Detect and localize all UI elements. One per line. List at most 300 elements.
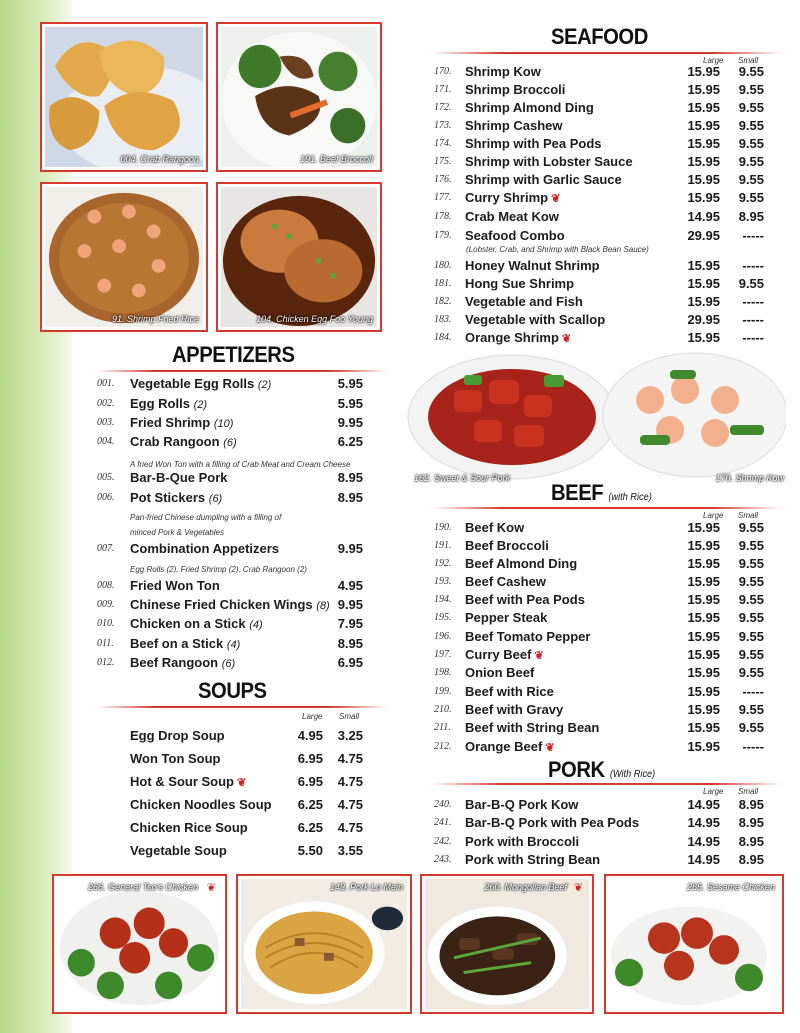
price-large: 15.95 [687, 294, 720, 309]
item-name [465, 64, 541, 79]
price-large: 15.95 [687, 136, 720, 151]
soups-large-label: Large [302, 712, 323, 721]
appetizer-menu-row [97, 597, 363, 615]
price-small: 8.95 [738, 815, 764, 830]
photo-caption: 170. Shrimp Kow [715, 473, 784, 483]
pork-subtitle: (With Rice) [609, 769, 656, 780]
item-number: 178. [434, 211, 452, 222]
item-price: 5.95 [337, 376, 363, 391]
item-name [130, 490, 222, 505]
price-small: 9.55 [738, 190, 764, 205]
item-number: 005. [97, 472, 115, 483]
item-name-text: Combination Appetizers [130, 541, 280, 556]
item-name [130, 820, 248, 835]
appetizers-divider [96, 370, 388, 372]
beef-menu-row [434, 610, 764, 628]
photo-caption [88, 882, 198, 892]
pot-stickers-note-2: minced Pork & Vegetables [130, 528, 224, 537]
seafood-heading: SEAFOOD [551, 24, 648, 49]
price-small: 8.95 [738, 852, 764, 867]
item-name-text: Bar-B-Que Pork [130, 470, 228, 485]
price-large: 15.95 [687, 739, 720, 754]
item-name-text: Shrimp with Lobster Sauce [465, 154, 633, 169]
price-large: 6.95 [297, 774, 323, 789]
appetizer-menu-row [97, 616, 363, 634]
item-name [130, 797, 272, 812]
item-name [465, 118, 563, 133]
price-small: 9.55 [738, 702, 764, 717]
item-name-text: Seafood Combo [465, 228, 565, 243]
item-name-text: Pepper Steak [465, 610, 548, 625]
item-number: 243. [434, 854, 452, 865]
price-large: 5.50 [297, 843, 323, 858]
price-small: 4.75 [337, 820, 363, 835]
pork-title: PORK [548, 757, 605, 782]
item-quantity: (2) [257, 379, 272, 391]
item-name [465, 276, 574, 291]
item-name [465, 610, 547, 625]
item-name [465, 82, 565, 97]
beef-menu-row [434, 574, 764, 592]
price-small: 9.55 [738, 64, 764, 79]
beef-small-label: Small [738, 511, 759, 520]
soup-menu-row [130, 797, 363, 815]
soups-small-label: Small [339, 712, 360, 721]
price-large: 15.95 [687, 556, 720, 571]
price-small: 4.75 [337, 751, 363, 766]
price-small: 9.55 [738, 172, 764, 187]
price-small: 9.55 [738, 154, 764, 169]
item-name [465, 330, 571, 345]
price-small: 9.55 [738, 647, 764, 662]
item-name [130, 541, 279, 556]
appetizer-menu-row [97, 490, 363, 508]
photo-sweet-sour-pork [404, 345, 624, 485]
seafood-menu-row [434, 190, 764, 208]
photo-caption-text: 266. General Tso's Chicken [88, 882, 198, 892]
item-name-text: Vegetable Egg Rolls [130, 376, 255, 391]
item-name-text: Beef Tomato Pepper [465, 629, 591, 644]
chili-pepper-icon: ❦ [206, 882, 216, 894]
item-name-text: Beef on a Stick [130, 636, 224, 651]
price-large: 15.95 [687, 610, 720, 625]
item-number: 197. [434, 649, 452, 660]
item-name-text: Honey Walnut Shrimp [465, 258, 600, 273]
price-small: 9.55 [738, 592, 764, 607]
price-small: 9.55 [738, 665, 764, 680]
appetizer-menu-row [97, 396, 363, 414]
price-small: 3.55 [337, 843, 363, 858]
price-small: ----- [742, 739, 764, 754]
appetizers-heading: APPETIZERS [172, 342, 295, 367]
item-number: 242. [434, 836, 452, 847]
price-large: 15.95 [687, 276, 720, 291]
item-name-text: Bar-B-Q Pork with Pea Pods [465, 815, 640, 830]
price-large: 14.95 [687, 852, 720, 867]
price-large: 4.95 [297, 728, 323, 743]
item-name-text: Beef Cashew [465, 574, 546, 589]
item-name-text: Hong Sue Shrimp [465, 276, 575, 291]
soup-menu-row [130, 774, 363, 792]
price-small: 9.55 [738, 118, 764, 133]
price-small: 8.95 [738, 797, 764, 812]
price-small: ----- [742, 294, 764, 309]
item-number: 212. [434, 741, 452, 752]
item-name-text: Curry Beef [465, 647, 532, 662]
item-name [465, 154, 633, 169]
item-name [465, 172, 622, 187]
price-small: 9.55 [738, 720, 764, 735]
item-number: 180. [434, 260, 452, 271]
chili-pepper-icon: ❦ [573, 882, 583, 894]
price-large: 15.95 [687, 100, 720, 115]
item-number: 176. [434, 174, 452, 185]
soup-menu-row [130, 728, 363, 746]
item-name-text: Chicken Noodles Soup [130, 797, 272, 812]
beef-subtitle: (with Rice) [608, 492, 652, 503]
item-number: 008. [97, 580, 115, 591]
item-number: 241. [434, 817, 452, 828]
item-name [130, 843, 227, 858]
item-name [465, 834, 579, 849]
photo-chicken-egg-foo-young [216, 182, 382, 332]
price-small: ----- [742, 312, 764, 327]
item-name [465, 684, 554, 699]
appetizer-menu-row [97, 655, 363, 673]
item-name-text: Pot Stickers [130, 490, 206, 505]
pork-heading [548, 757, 655, 783]
pot-stickers-note-1: Pan-fried Chinese dumpling with a filling of [130, 513, 282, 522]
item-number: 182. [434, 296, 452, 307]
item-name [130, 597, 330, 612]
price-large: 15.95 [687, 154, 720, 169]
item-name [465, 592, 585, 607]
price-small: 9.55 [738, 538, 764, 553]
beef-menu-row [434, 520, 764, 538]
soups-heading: SOUPS [198, 678, 267, 703]
beef-large-label: Large [703, 511, 724, 520]
item-name-text: Chicken Rice Soup [130, 820, 248, 835]
item-name [465, 852, 600, 867]
item-price: 6.95 [337, 655, 363, 670]
price-large: 15.95 [687, 592, 720, 607]
photo-pork-lo-mein [236, 874, 412, 1014]
item-name-text: Crab Rangoon [130, 434, 220, 449]
item-name-text: Vegetable and Fish [465, 294, 583, 309]
beef-divider [432, 507, 782, 509]
seafood-menu-row [434, 82, 764, 100]
photo-caption: 143. Pork Lo Mein [329, 882, 403, 892]
price-small: ----- [742, 228, 764, 243]
item-name [465, 100, 594, 115]
item-name-text: Shrimp Almond Ding [465, 100, 594, 115]
item-name-text: Pork with String Bean [465, 852, 601, 867]
item-name-text: Bar-B-Q Pork Kow [465, 797, 579, 812]
item-name-text: Crab Meat Kow [465, 209, 559, 224]
beef-menu-row [434, 702, 764, 720]
price-small: 9.55 [738, 610, 764, 625]
item-name [130, 434, 237, 449]
price-large: 15.95 [687, 190, 720, 205]
price-large: 14.95 [687, 815, 720, 830]
price-small: 4.75 [337, 774, 363, 789]
item-number: 004. [97, 436, 115, 447]
beef-menu-row [434, 629, 764, 647]
pork-menu-row [434, 852, 764, 870]
item-name-text: Orange Beef [465, 739, 543, 754]
item-quantity: (6) [221, 658, 236, 670]
chili-pepper-icon: ❦ [237, 777, 247, 790]
item-name [465, 228, 565, 243]
item-number: 198. [434, 667, 452, 678]
item-number: 009. [97, 599, 115, 610]
photo-beef-broccoli [216, 22, 382, 172]
appetizer-menu-row [97, 434, 363, 452]
beef-title: BEEF [551, 480, 604, 505]
price-large: 15.95 [687, 702, 720, 717]
item-name-text: Chinese Fried Chicken Wings [130, 597, 313, 612]
photo-caption: 91. Shrimp Fried Rice [111, 314, 199, 324]
seafood-menu-row [434, 258, 764, 276]
item-number: 181. [434, 278, 452, 289]
pork-menu-row [434, 797, 764, 815]
item-name-text: Shrimp Cashew [465, 118, 563, 133]
item-number: 010. [97, 618, 115, 629]
combination-note: Egg Rolls (2), Fried Shrimp (2), Crab Rangoon (2) [130, 565, 307, 574]
photo-caption: 004. Crab Rangoon [120, 154, 199, 164]
item-name-text: Beef Broccoli [465, 538, 549, 553]
photo-caption: 104. Chicken Egg Foo Young [256, 314, 373, 324]
item-number: 002. [97, 398, 115, 409]
item-name [130, 396, 207, 411]
item-number: 179. [434, 230, 452, 241]
item-number: 184. [434, 332, 452, 343]
appetizer-menu-row [97, 541, 363, 559]
chili-pepper-icon: ❦ [551, 193, 561, 206]
seafood-menu-row [434, 312, 764, 330]
beef-menu-row [434, 538, 764, 556]
item-name [465, 702, 563, 717]
item-quantity: (10) [213, 418, 234, 430]
item-number: 192. [434, 558, 452, 569]
price-small: 9.55 [738, 276, 764, 291]
item-name [130, 728, 225, 743]
item-name [465, 797, 578, 812]
item-name-text: Shrimp Kow [465, 64, 541, 79]
item-price: 8.95 [337, 490, 363, 505]
beef-heading [551, 480, 652, 506]
item-number: 240. [434, 799, 452, 810]
item-name [465, 647, 544, 662]
price-small: 9.55 [738, 574, 764, 589]
photo-caption: 162. Sweet & Sour Pork [414, 473, 511, 483]
item-name [465, 739, 555, 754]
item-name-text: Chicken on a Stick [130, 616, 246, 631]
item-name-text: Beef Rangoon [130, 655, 219, 670]
pork-large-label: Large [703, 787, 724, 796]
item-name [465, 815, 639, 830]
item-name [465, 190, 560, 205]
item-name-text: Beef with String Bean [465, 720, 600, 735]
pork-small-label: Small [738, 787, 759, 796]
item-name [130, 636, 240, 651]
item-name-text: Orange Shrimp [465, 330, 559, 345]
item-number: 210. [434, 704, 452, 715]
photo-mongolian-beef [420, 874, 594, 1014]
item-name-text: Pork with Broccoli [465, 834, 580, 849]
item-price: 8.95 [337, 636, 363, 651]
item-name [465, 665, 534, 680]
item-name-text: Egg Drop Soup [130, 728, 225, 743]
beef-menu-row [434, 592, 764, 610]
item-number: 007. [97, 543, 115, 554]
photo-caption [484, 882, 567, 892]
item-name-text: Won Ton Soup [130, 751, 221, 766]
item-number: 006. [97, 492, 115, 503]
price-small: 9.55 [738, 556, 764, 571]
chili-pepper-icon: ❦ [561, 333, 572, 346]
item-number: 177. [434, 192, 452, 203]
price-large: 15.95 [687, 172, 720, 187]
price-large: 6.25 [297, 820, 323, 835]
seafood-menu-row [434, 294, 764, 312]
price-large: 15.95 [687, 684, 720, 699]
item-number: 196. [434, 631, 452, 642]
item-name [465, 136, 602, 151]
item-quantity: (8) [316, 600, 330, 612]
item-number: 011. [97, 638, 114, 649]
price-large: 15.95 [687, 520, 720, 535]
seafood-menu-row [434, 172, 764, 190]
beef-menu-row [434, 556, 764, 574]
photo-caption: 265. Sesame Chicken [686, 882, 775, 892]
item-name-text: Egg Rolls [130, 396, 190, 411]
item-name [130, 616, 263, 631]
price-small: 8.95 [738, 209, 764, 224]
price-small: 9.55 [738, 100, 764, 115]
item-number: 191. [434, 540, 452, 551]
price-large: 29.95 [687, 312, 720, 327]
pork-menu-row [434, 834, 764, 852]
item-name-text: Vegetable Soup [130, 843, 227, 858]
beef-menu-row [434, 684, 764, 702]
price-small: 9.55 [738, 629, 764, 644]
item-name-text: Shrimp with Pea Pods [465, 136, 602, 151]
item-number: 183. [434, 314, 452, 325]
item-number: 190. [434, 522, 452, 533]
seafood-combo-note: (Lobster, Crab, and Shrimp with Black Bean Sauce) [466, 245, 649, 254]
price-small: 8.95 [738, 834, 764, 849]
item-number: 173. [434, 120, 452, 131]
price-small: ----- [742, 330, 764, 345]
price-large: 15.95 [687, 258, 720, 273]
beef-menu-row [434, 665, 764, 683]
item-name [130, 376, 271, 391]
item-name [130, 655, 235, 670]
photo-crab-rangoon [40, 22, 208, 172]
price-small: 4.75 [337, 797, 363, 812]
price-large: 15.95 [687, 538, 720, 553]
item-name [130, 751, 221, 766]
item-name [465, 538, 549, 553]
item-number: 174. [434, 138, 452, 149]
item-name-text: Onion Beef [465, 665, 535, 680]
item-quantity: (6) [223, 437, 237, 449]
item-price: 6.25 [337, 434, 363, 449]
price-large: 14.95 [687, 834, 720, 849]
seafood-menu-row [434, 100, 764, 118]
chili-pepper-icon: ❦ [534, 650, 544, 663]
seafood-menu-row [434, 118, 764, 136]
item-name-text: Fried Won Ton [130, 578, 220, 593]
seafood-menu-row [434, 154, 764, 172]
item-number: 193. [434, 576, 452, 587]
appetizer-menu-row [97, 470, 363, 488]
seafood-menu-row [434, 228, 764, 246]
item-name [465, 520, 524, 535]
soups-divider [96, 706, 388, 708]
item-name [465, 294, 583, 309]
item-quantity: (6) [208, 493, 223, 505]
price-large: 29.95 [687, 228, 720, 243]
item-name [465, 720, 599, 735]
item-quantity: (4) [226, 639, 241, 651]
chili-pepper-icon: ❦ [545, 742, 555, 755]
item-name-text: Beef with Gravy [465, 702, 564, 717]
item-name-text: Fried Shrimp [130, 415, 211, 430]
seafood-menu-row [434, 64, 764, 82]
crab-rangoon-note: A fried Won Ton with a filling of Crab Meat and Cream Cheese [130, 460, 351, 469]
item-name-text: Curry Shrimp [465, 190, 549, 205]
item-name [465, 556, 577, 571]
item-number: 170. [434, 66, 452, 77]
beef-menu-row [434, 647, 764, 665]
item-number: 003. [97, 417, 115, 428]
item-name [465, 209, 559, 224]
price-small: ----- [742, 684, 764, 699]
soup-menu-row [130, 820, 363, 838]
item-number: 012. [97, 657, 115, 668]
item-name [130, 578, 220, 593]
photo-caption-text: 260. Mongolian Beef [484, 882, 567, 892]
price-large: 15.95 [687, 118, 720, 133]
price-small: ----- [742, 258, 764, 273]
item-number: 171. [434, 84, 452, 95]
price-large: 15.95 [687, 64, 720, 79]
beef-menu-row [434, 739, 764, 757]
item-price: 9.95 [337, 541, 363, 556]
pork-menu-row [434, 815, 764, 833]
seafood-menu-row [434, 276, 764, 294]
seafood-large-label: Large [703, 56, 724, 65]
item-name-text: Hot & Sour Soup [130, 774, 234, 789]
seafood-menu-row [434, 209, 764, 227]
item-number: 172. [434, 102, 452, 113]
price-small: 3.25 [337, 728, 363, 743]
price-large: 15.95 [687, 665, 720, 680]
item-name-text: Beef Almond Ding [465, 556, 578, 571]
item-name-text: Vegetable with Scallop [465, 312, 606, 327]
beef-menu-row [434, 720, 764, 738]
price-large: 15.95 [687, 574, 720, 589]
item-name-text: Beef with Pea Pods [465, 592, 585, 607]
photo-shrimp-kow [600, 345, 786, 485]
price-large: 14.95 [687, 797, 720, 812]
soup-menu-row [130, 751, 363, 769]
price-small: 9.55 [738, 520, 764, 535]
item-quantity: (4) [249, 619, 263, 631]
photo-shrimp-fried-rice [40, 182, 208, 332]
